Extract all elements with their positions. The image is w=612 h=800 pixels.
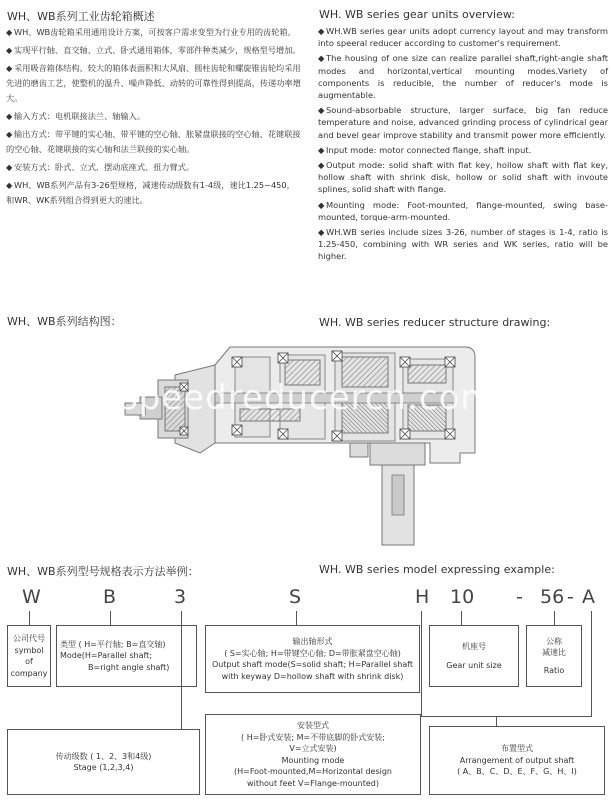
cn-structure-title: WH、WB系列结构图： xyxy=(7,315,122,328)
code-dash-2: - xyxy=(567,586,574,608)
connector-line xyxy=(421,611,422,716)
cn-overview-title: WH、WB系列工业齿轮箱概述 xyxy=(7,10,155,23)
list-item: ◆ 采用吸音箱体结构、较大的箱体表面积和大风扇、圆柱齿轮和螺旋锥齿轮均采用先进的磨齿工艺，使整机的温升、噪声降低、动转的可靠性得到提高，传递功率增大。 xyxy=(6,63,301,103)
list-item: ◆ WH、WB齿轮箱采用通用设计方案，可按客户需求变型为行业专用的齿轮箱。 xyxy=(6,27,296,37)
code-w: W xyxy=(22,586,41,608)
cn-model-title: WH、WB系列型号规格表示方法举例： xyxy=(7,565,199,578)
code-h: H xyxy=(415,586,430,608)
code-3: 3 xyxy=(174,586,187,608)
arrangement-box: 布置型式 Arrangement of output shaft ( A、B、C、D、E、F、G、H、I) xyxy=(429,726,605,795)
list-item: ◆ Sound-absorbable structure, larger surface, big fan reduce temperature and noise, advanced grinding process of cylindrical gear and bevel gear improve stability and transmit power more efficiently. xyxy=(318,105,608,140)
connector-line xyxy=(296,611,297,625)
list-item: ◆ WH.WB series include sizes 3-26, number of stages is 1-4, ratio is 1.25-450, combining with WR series and WK series, ratio will be higher. xyxy=(318,227,608,262)
type-box: 类型 ( H=平行轴; B=直交轴) Mode(H=Parallel shaft; B=right angle shaft) xyxy=(56,625,197,687)
list-item: ◆ Mounting mode: Foot-mounted, flange-mounted, swing base-mounted, torque-arm-mounted. xyxy=(318,199,608,222)
connector-line xyxy=(110,611,111,625)
list-item: ◆ WH.WB series gear units adopt currency layout and may transform into speeral reducer according to customer's requirement. xyxy=(318,26,608,49)
reducer-structure-drawing xyxy=(120,335,500,560)
output-shaft-box: 输出轴形式 ( S=实心轴; H=带键空心轴; D=带胀紧盘空心轴) Output shaft mode(S=solid shaft; H=Parallel shaft with keyway D=hollow shaft with shrink disk) xyxy=(205,625,420,693)
company-symbol-box: 公司代号 symbol of company xyxy=(7,625,51,687)
ratio-box: 公称 减速比 Ratio xyxy=(526,625,582,687)
en-overview-title: WH. WB series gear units overview: xyxy=(319,8,515,21)
list-item: ◆ 输出方式：带平键的实心轴、带平键的空心轴、胀紧盘联接的空心轴、花键联接的空心轴、花键联接的实心轴和法兰联接的实心轴。 xyxy=(6,129,301,154)
mounting-mode-box: 安装型式 ( H=卧式安装; M=不带底脚的卧式安装; V=立式安装) Mounting mode (H=Foot-mounted,M=Horizontal design without feet V=Flange-mounted) xyxy=(205,714,421,795)
cn-overview-list xyxy=(6,25,302,211)
code-dash-1: - xyxy=(516,586,523,608)
list-item: ◆ The housing of one size can realize parallel shaft,right-angle shaft modes and horizontal,vertical mounting modes.Variety of components is reducible, the number of reducer's mode is augmentable. xyxy=(318,53,608,101)
en-overview-list xyxy=(318,25,608,266)
code-10: 10 xyxy=(450,586,475,608)
gear-unit-size-box: 机座号 Gear unit size xyxy=(429,625,519,687)
code-s: S xyxy=(289,586,302,608)
list-item: ◆ 实现平行轴、直交轴、立式、卧式通用箱体，零部件种类减少，规格型号增加。 xyxy=(6,45,301,55)
connector-line xyxy=(591,611,592,716)
connector-line xyxy=(496,716,497,726)
en-model-title: WH. WB series model expressing example: xyxy=(319,563,555,576)
connector-line xyxy=(421,716,592,717)
connector-line xyxy=(29,611,30,625)
list-item: ◆ Output mode: solid shaft with flat key, hollow shaft with flat key, hollow shaft with shrink disk, hollow or solid shaft with invoute splines, solid shaft with flange. xyxy=(318,160,608,195)
list-item: ◆ WH、WB系列产品有3-26型规格，减速传动级数有1-4级，速比1.25~450，和WR、WK系列组合得到更大的速比。 xyxy=(6,180,295,205)
code-b: B xyxy=(103,586,117,608)
list-item: ◆ 安装方式：卧式、立式、摆动底座式、扭力臂式。 xyxy=(6,162,195,172)
stage-box: 传动级数 ( 1、2、3和4级) Stage (1,2,3,4) xyxy=(7,729,200,795)
list-item: ◆ Input mode: motor connected flange, shaft input. xyxy=(318,144,532,155)
code-a: A xyxy=(582,586,595,608)
watermark-text: speedreducercn.com xyxy=(120,378,495,418)
en-structure-title: WH. WB series reducer structure drawing: xyxy=(319,316,551,329)
list-item: ◆ 输入方式：电机联接法兰、轴输入。 xyxy=(6,111,146,121)
connector-line xyxy=(461,611,462,625)
connector-line xyxy=(554,611,555,625)
code-56: 56 xyxy=(540,586,565,608)
